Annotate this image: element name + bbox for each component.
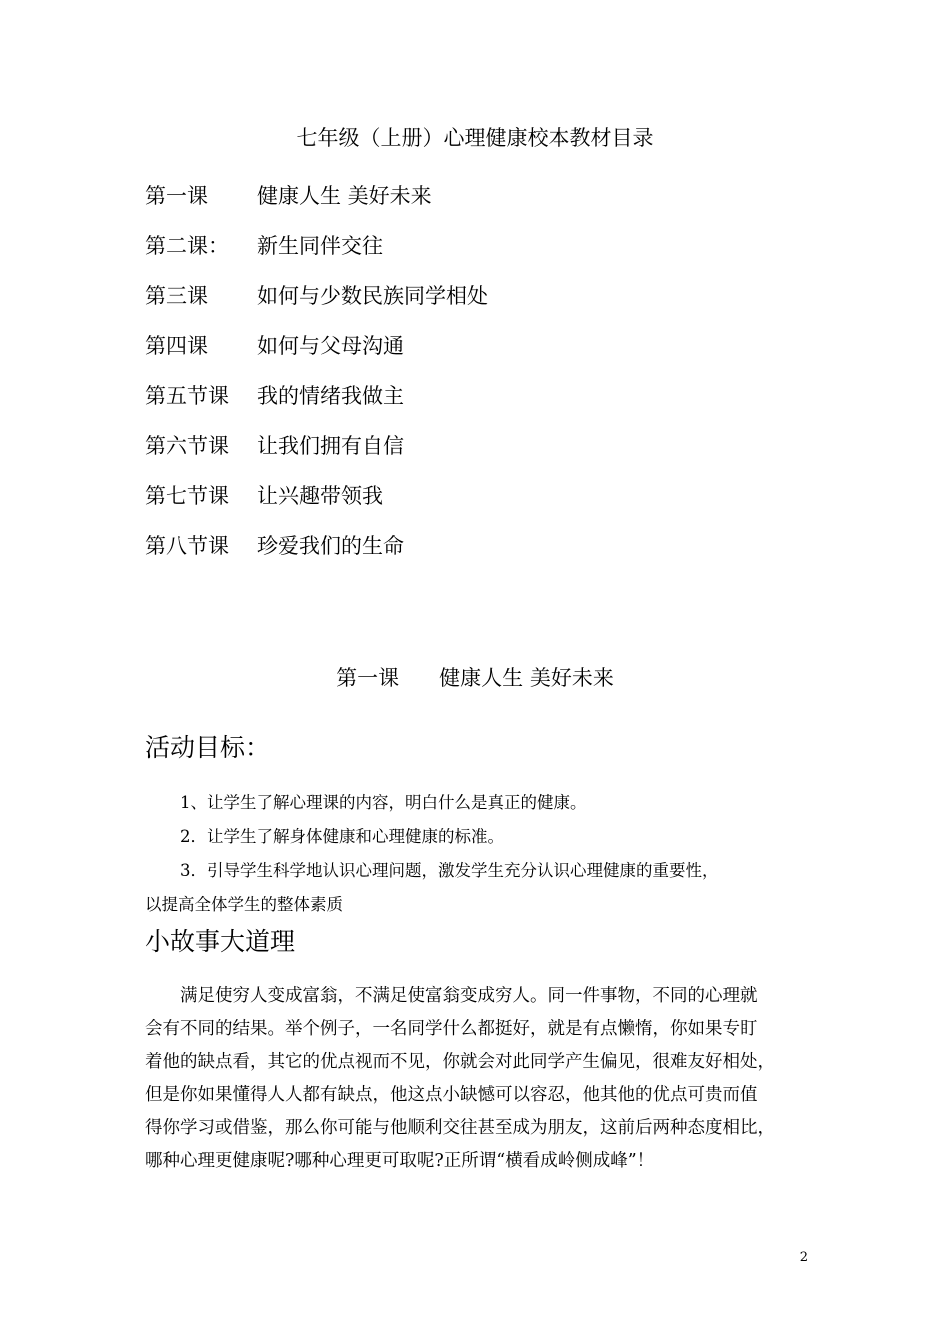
toc-item-number: 第一课 bbox=[145, 184, 208, 208]
toc-item-name: 新生同伴交往 bbox=[257, 234, 383, 258]
toc-item-name: 我的情绪我做主 bbox=[257, 384, 404, 408]
story-line: 满足使穷人变成富翁，不满足使富翁变成穷人。同一件事物，不同的心理就 bbox=[180, 986, 758, 1006]
toc-item-name: 让兴趣带领我 bbox=[257, 484, 383, 508]
goals-list bbox=[145, 786, 815, 922]
toc-item bbox=[145, 320, 845, 370]
story-title: 小故事大道理 bbox=[145, 927, 296, 956]
lesson-heading: 第一课 健康人生 美好未来 bbox=[336, 666, 614, 690]
toc-item bbox=[145, 470, 845, 520]
toc-item-number: 第五节课 bbox=[145, 384, 229, 408]
toc-item bbox=[145, 520, 845, 570]
goals-title: 活动目标： bbox=[145, 733, 271, 762]
goal-item: 3．引导学生科学地认识心理问题，激发学生充分认识心理健康的重要性， bbox=[180, 861, 719, 880]
story-line: 但是你如果懂得人人都有缺点，他这点小缺憾可以容忍，他其他的优点可贵而值 bbox=[145, 1085, 758, 1105]
toc-item-name: 让我们拥有自信 bbox=[257, 434, 404, 458]
toc-item-name: 珍爱我们的生命 bbox=[257, 534, 404, 558]
toc-item bbox=[145, 170, 845, 220]
toc-item-number: 第三课 bbox=[145, 284, 208, 308]
toc-item-number: 第八节课 bbox=[145, 534, 229, 558]
toc-title: 七年级（上册）心理健康校本教材目录 bbox=[296, 126, 654, 150]
toc-item-number: 第二课： bbox=[145, 234, 229, 258]
toc-item bbox=[145, 220, 845, 270]
goal-item: 1、让学生了解心理课的内容，明白什么是真正的健康。 bbox=[180, 793, 587, 812]
story-line: 着他的缺点看，其它的优点视而不见，你就会对此同学产生偏见，很难友好相处， bbox=[145, 1052, 775, 1072]
story-paragraph bbox=[145, 980, 817, 1178]
story-line: 会有不同的结果。举个例子，一名同学什么都挺好，就是有点懒惰，你如果专盯 bbox=[145, 1019, 758, 1039]
story-line: 哪种心理更健康呢?哪种心理更可取呢?正所谓“横看成岭侧成峰”！ bbox=[145, 1151, 655, 1171]
goal-item: 2．让学生了解身体健康和心理健康的标准。 bbox=[180, 827, 504, 846]
toc-item-number: 第四课 bbox=[145, 334, 208, 358]
toc-item-name: 如何与少数民族同学相处 bbox=[257, 284, 488, 308]
toc-item bbox=[145, 270, 845, 320]
toc-item-name: 如何与父母沟通 bbox=[257, 334, 404, 358]
page-number: 2 bbox=[799, 1250, 808, 1265]
toc-item bbox=[145, 370, 845, 420]
table-of-contents bbox=[145, 170, 845, 570]
toc-item-number: 第七节课 bbox=[145, 484, 229, 508]
toc-item-name: 健康人生 美好未来 bbox=[257, 184, 432, 208]
story-line: 得你学习或借鉴，那么你可能与他顺利交往甚至成为朋友，这前后两种态度相比， bbox=[145, 1118, 775, 1138]
toc-item-number: 第六节课 bbox=[145, 434, 229, 458]
goal-item-continuation: 以提高全体学生的整体素质 bbox=[145, 895, 343, 914]
toc-item bbox=[145, 420, 845, 470]
